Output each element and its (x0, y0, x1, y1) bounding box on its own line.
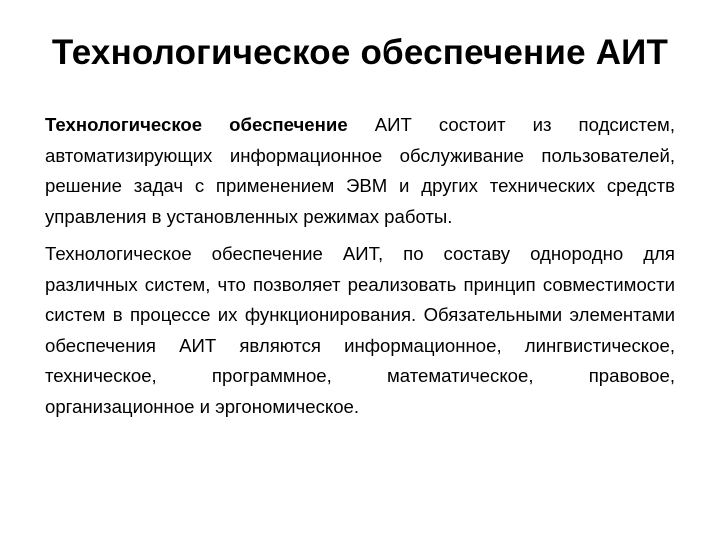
paragraph-composition: Технологическое обеспечение АИТ, по составу однородно для различных систем, что позволяет реализовать принцип совместимости систем в процессе их функционирования. Обязательными элементами обеспечения АИТ являются информационное, лингвистическое, техническое, программное, математическое, правовое, организационное и эргономическое. (45, 243, 675, 417)
paragraph-definition (45, 110, 675, 232)
paragraph-definition-text: АИТ состоит из подсистем, автоматизирующих информационное обслуживание пользователей, решение задач с применением ЭВМ и других технических средств управления в установленных режимах работы. (45, 114, 675, 227)
paragraph-lead-term: Технологическое обеспечение (45, 114, 348, 135)
slide-body (45, 110, 675, 429)
slide-title: Технологическое обеспечение АИТ (51, 33, 669, 72)
